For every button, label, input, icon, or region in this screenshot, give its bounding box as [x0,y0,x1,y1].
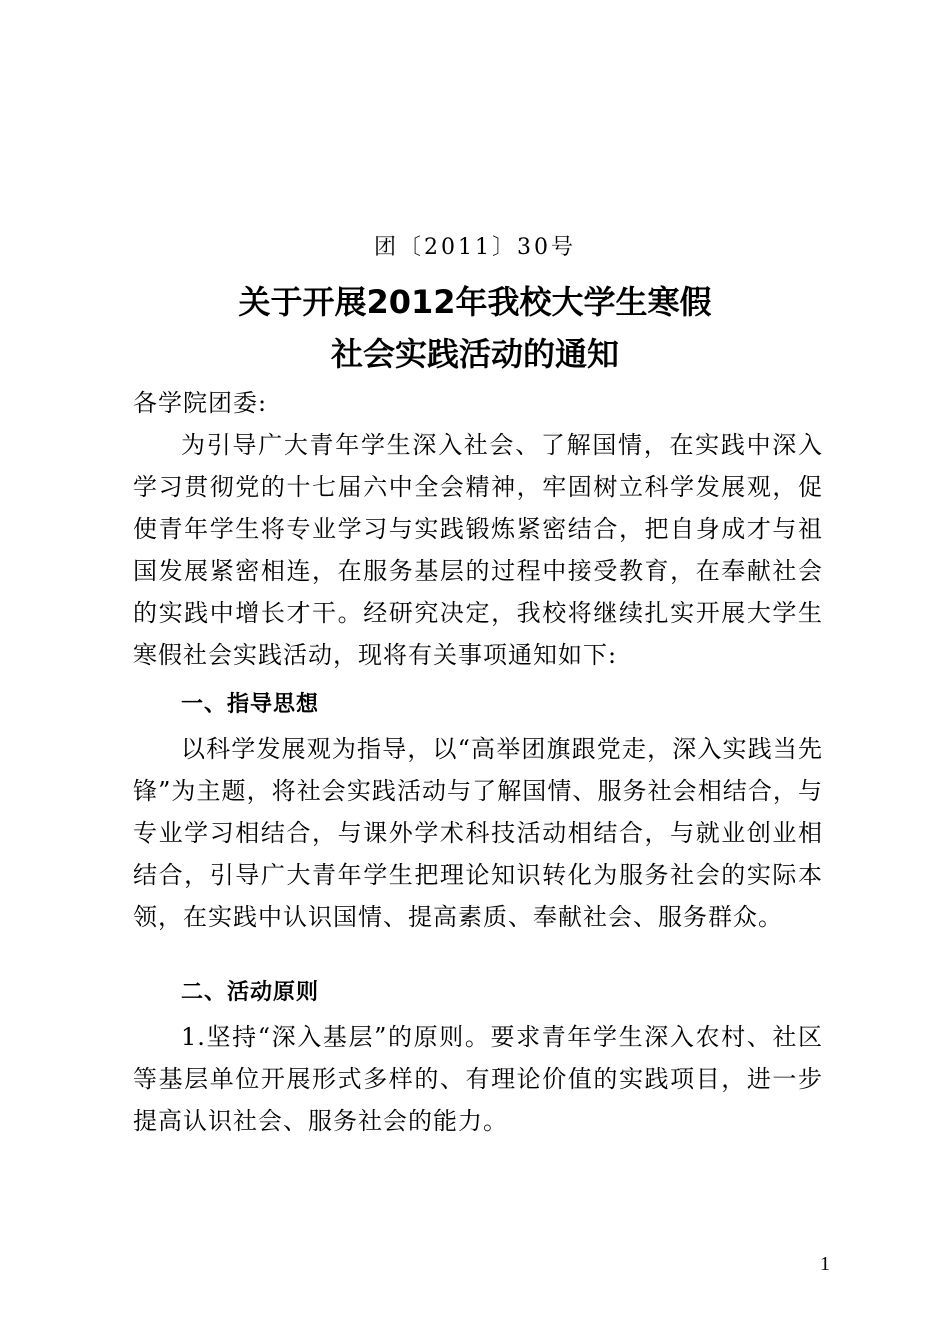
title-line-1: 关于开展2012年我校大学生寒假 [238,283,712,321]
addressee: 各学院团委: [133,389,268,417]
section-heading-guiding-ideology: 一、指导思想 [181,692,320,717]
section-heading-activity-principles: 二、活动原则 [181,980,320,1005]
section-paragraph-activity-principles: 1.坚持“深入基层”的原则。要求青年学生深入农村、社区等基层单位开展形式多样的、有理论价值的实践项目，进一步提高认识社会、服务社会的能力。 [133,1023,823,1135]
intro-paragraph: 为引导广大青年学生深入社会、了解国情，在实践中深入学习贯彻党的十七届六中全会精神，牢固树立科学发展观，促使青年学生将专业学习与实践锻炼紧密结合，把自身成才与祖国发展紧密相连，在服务基层的过程中接受教育，在奉献社会的实践中增长才干。经研究决定，我校将继续扎实开展大学生寒假社会实践活动，现将有关事项通知如下: [133,431,823,669]
title-line-2: 社会实践活动的通知 [330,335,619,373]
section-paragraph-guiding-ideology: 以科学发展观为指导，以“高举团旗跟党走，深入实践当先锋”为主题，将社会实践活动与了解国情、服务社会相结合，与专业学习相结合，与课外学术科技活动相结合，与就业创业相结合，引导广大青年学生把理论知识转化为服务社会的实际本领，在实践中认识国情、提高素质、奉献社会、服务群众。 [133,735,823,931]
document-number: 团〔2011〕30号 [374,235,576,260]
page-number: 1 [820,1253,830,1275]
